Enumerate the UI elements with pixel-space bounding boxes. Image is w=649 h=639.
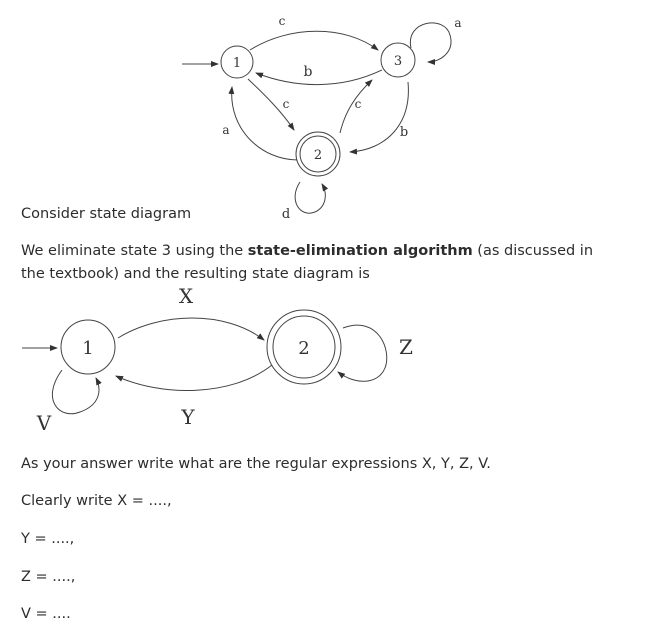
edge-2-2	[295, 182, 325, 213]
edge-Z	[338, 325, 387, 381]
p1-bold: state-elimination algorithm	[247, 243, 473, 259]
state-diagram-original	[0, 0, 649, 230]
edge-2-3-label: c	[354, 97, 362, 111]
edge-1-3-label: c	[278, 14, 286, 28]
z-line: Z = ....,	[21, 569, 76, 585]
v-line: V = ....	[21, 606, 71, 622]
p1-after: (as discussed in the textbook) and the resulting state diagram is	[21, 243, 594, 282]
edge-3-1-label: b	[303, 64, 313, 80]
state-1-label: 1	[232, 56, 242, 71]
elimination-paragraph	[21, 240, 621, 286]
state-diagram-result	[0, 282, 649, 442]
edge-3-3-label: a	[454, 16, 462, 30]
edge-3-1	[256, 70, 382, 85]
edge-2-1-label: a	[222, 123, 230, 137]
result-state-1-label: 1	[82, 338, 94, 359]
consider-text: Consider state diagram	[21, 206, 192, 222]
x-line: Clearly write X = ....,	[21, 493, 172, 509]
answer-prompt: As your answer write what are the regular expressions X, Y, Z, V.	[21, 456, 491, 472]
result-state-2-label: 2	[298, 338, 310, 359]
edge-2-2-label: d	[281, 207, 291, 222]
edge-1-2-label: c	[282, 97, 290, 111]
edge-3-2-label: b	[399, 125, 409, 140]
label-Y: Y	[181, 405, 195, 429]
p1-before: We eliminate state 3 using the	[21, 243, 248, 259]
state-3-label: 3	[393, 54, 403, 69]
edge-X	[118, 318, 264, 340]
y-line: Y = ....,	[21, 531, 75, 547]
edge-1-3	[250, 31, 378, 50]
edge-3-2	[350, 82, 408, 152]
label-Z: Z	[399, 335, 413, 359]
edge-Y	[116, 365, 272, 391]
label-V: V	[36, 411, 52, 435]
edge-3-3	[410, 23, 451, 62]
edge-V	[52, 370, 99, 414]
state-2-label: 2	[313, 148, 323, 163]
label-X: X	[178, 284, 194, 308]
